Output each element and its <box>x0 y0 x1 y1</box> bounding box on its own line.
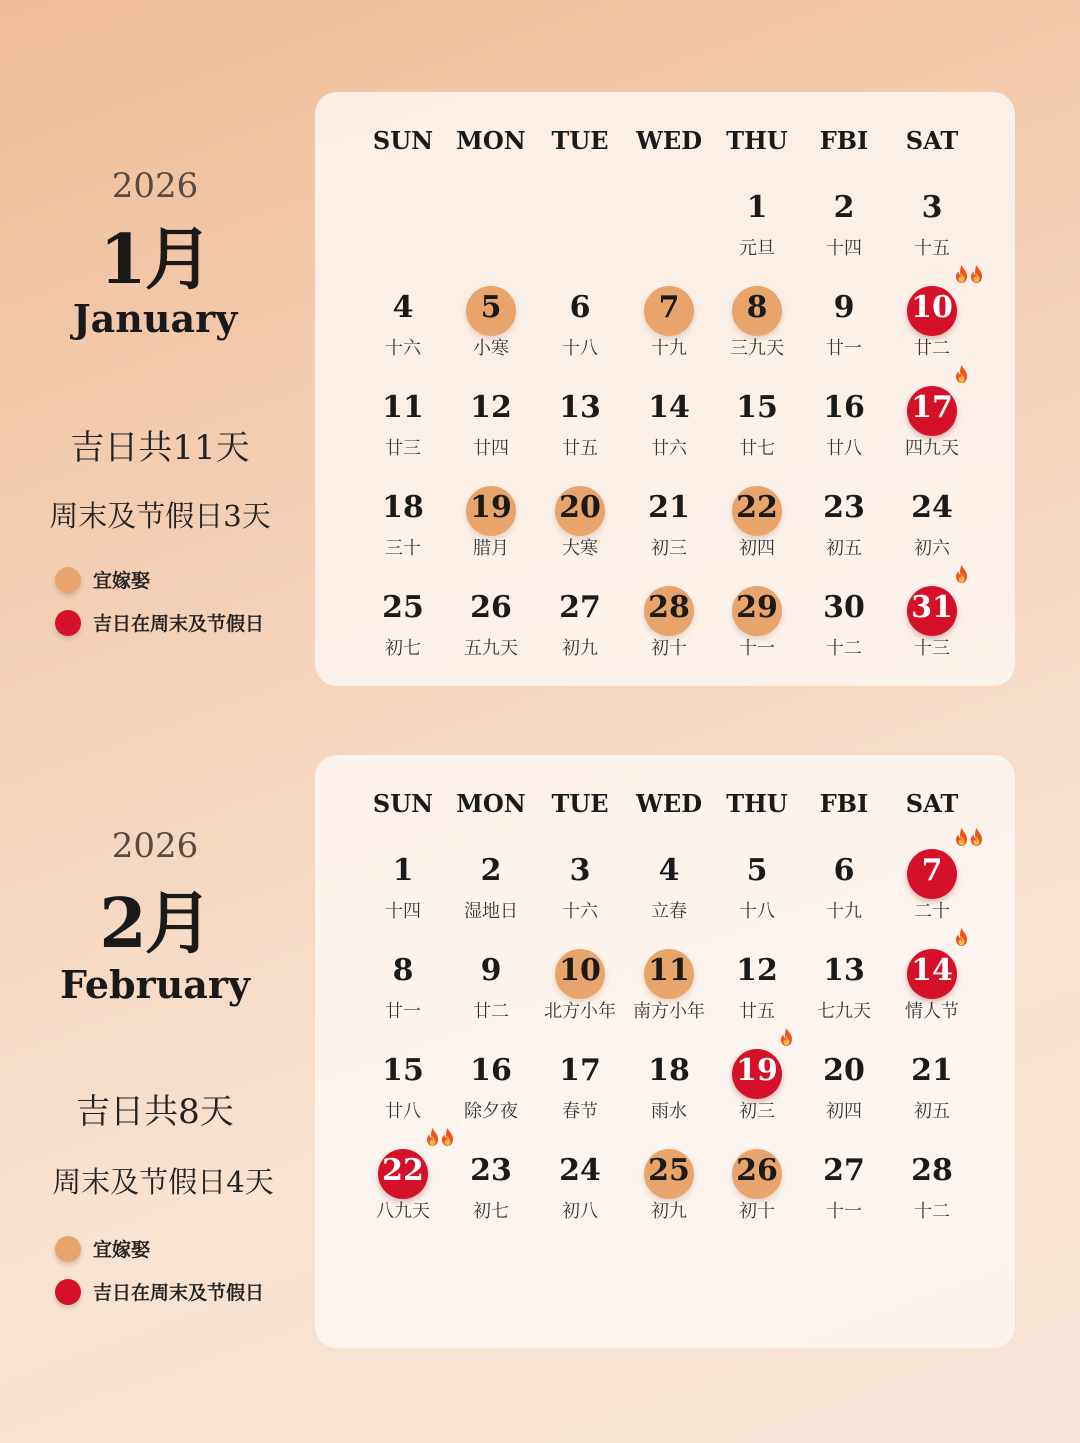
fire-icon <box>954 264 984 284</box>
day-number: 12 <box>470 390 512 425</box>
lunar-date: 南方小年 <box>633 1001 705 1022</box>
day-number: 25 <box>382 590 424 625</box>
legend-red-label: 吉日在周末及节假日 <box>93 613 265 635</box>
lunar-date: 廿二 <box>473 1001 509 1022</box>
lunar-date: 十六 <box>562 901 598 922</box>
day-number: 15 <box>382 1053 424 1088</box>
fire-icon <box>954 927 969 947</box>
lunar-date: 湿地日 <box>464 901 518 922</box>
legend-orange <box>55 1235 150 1262</box>
flame-icon <box>779 1027 794 1047</box>
day-number: 1 <box>746 190 768 225</box>
lunar-date: 十九 <box>826 901 862 922</box>
day-number: 19 <box>470 490 512 525</box>
lunar-date: 廿一 <box>385 1001 421 1022</box>
day-number: 8 <box>392 953 414 988</box>
calendar-day[interactable] <box>872 1049 992 1129</box>
legend-red-label: 吉日在周末及节假日 <box>93 1282 265 1304</box>
lunar-date: 除夕夜 <box>464 1101 518 1122</box>
day-number: 3 <box>921 190 943 225</box>
lunar-date: 十一 <box>739 638 775 659</box>
weekday-header-thu: THU <box>726 789 788 818</box>
month-title-cn: 2月 <box>99 884 211 964</box>
red-dot-icon <box>55 1279 81 1305</box>
weekday-header-fbi: FBI <box>819 126 869 155</box>
day-number: 19 <box>736 1053 778 1088</box>
flame-icon <box>969 264 984 284</box>
fire-icon <box>954 364 969 384</box>
lucky-days-count: 吉日共11天 <box>70 428 250 468</box>
flame-icon <box>954 364 969 384</box>
day-number: 15 <box>736 390 778 425</box>
calendar-day[interactable] <box>872 186 992 266</box>
month-title-en: January <box>72 296 238 341</box>
weekday-header-mon: MON <box>456 126 526 155</box>
lunar-date: 廿八 <box>826 438 862 459</box>
calendar-day[interactable] <box>872 849 992 929</box>
day-number: 24 <box>559 1153 601 1188</box>
lunar-date: 大寒 <box>562 538 598 559</box>
lunar-date: 十八 <box>562 338 598 359</box>
fire-icon <box>954 827 984 847</box>
lunar-date: 立春 <box>651 901 687 922</box>
calendar-day[interactable] <box>872 1149 992 1229</box>
legend-orange-label: 宜嫁娶 <box>93 1239 151 1261</box>
lunar-date: 初八 <box>562 1201 598 1222</box>
lunar-date: 廿五 <box>562 438 598 459</box>
day-number: 26 <box>736 1153 778 1188</box>
day-number: 20 <box>559 490 601 525</box>
flame-icon <box>954 927 969 947</box>
lunar-date: 十四 <box>826 238 862 259</box>
calendar-day[interactable] <box>872 286 992 366</box>
orange-dot-icon <box>55 1236 81 1262</box>
weekday-header-sat: SAT <box>905 789 959 818</box>
flame-icon <box>954 827 969 847</box>
day-number: 17 <box>559 1053 601 1088</box>
day-number: 9 <box>833 290 855 325</box>
weekday-header-sun: SUN <box>372 789 434 818</box>
day-number: 6 <box>833 853 855 888</box>
lunar-date: 廿七 <box>739 438 775 459</box>
day-number: 6 <box>569 290 591 325</box>
day-number: 31 <box>911 590 953 625</box>
lunar-date: 初九 <box>562 638 598 659</box>
year-label: 2026 <box>111 826 199 866</box>
day-number: 4 <box>392 290 414 325</box>
day-number: 7 <box>921 853 943 888</box>
legend-orange <box>55 566 150 593</box>
day-number: 2 <box>833 190 855 225</box>
day-number: 25 <box>648 1153 690 1188</box>
lunar-date: 初六 <box>914 538 950 559</box>
calendar-day[interactable] <box>872 586 992 666</box>
day-number: 2 <box>480 853 502 888</box>
flame-icon <box>425 1127 440 1147</box>
orange-dot-icon <box>55 567 81 593</box>
day-number: 22 <box>382 1153 424 1188</box>
day-number: 21 <box>648 490 690 525</box>
lunar-date: 十二 <box>914 1201 950 1222</box>
lunar-date: 初三 <box>739 1101 775 1122</box>
day-number: 16 <box>823 390 865 425</box>
day-number: 16 <box>470 1053 512 1088</box>
lunar-date: 小寒 <box>473 338 509 359</box>
lunar-date: 初七 <box>473 1201 509 1222</box>
lunar-date: 廿六 <box>651 438 687 459</box>
fire-icon <box>779 1027 794 1047</box>
day-number: 24 <box>911 490 953 525</box>
lunar-date: 十八 <box>739 901 775 922</box>
lunar-date: 初四 <box>739 538 775 559</box>
lunar-date: 雨水 <box>651 1101 687 1122</box>
flame-icon <box>954 264 969 284</box>
day-number: 5 <box>746 853 768 888</box>
day-number: 12 <box>736 953 778 988</box>
lunar-date: 腊月 <box>473 538 509 559</box>
weekday-header-wed: WED <box>635 789 703 818</box>
flame-icon <box>954 564 969 584</box>
lunar-date: 廿四 <box>473 438 509 459</box>
day-number: 1 <box>392 853 414 888</box>
day-number: 22 <box>736 490 778 525</box>
lucky-days-count: 吉日共8天 <box>76 1092 234 1132</box>
lunar-date: 初五 <box>826 538 862 559</box>
weekday-header-sun: SUN <box>372 126 434 155</box>
red-dot-icon <box>55 610 81 636</box>
legend-red <box>55 1278 264 1305</box>
day-number: 3 <box>569 853 591 888</box>
weekday-header-fbi: FBI <box>819 789 869 818</box>
day-number: 18 <box>382 490 424 525</box>
fire-icon <box>425 1127 455 1147</box>
legend-orange-label: 宜嫁娶 <box>93 570 151 592</box>
calendar-day[interactable] <box>872 386 992 466</box>
day-number: 28 <box>911 1153 953 1188</box>
calendar-card-february <box>315 755 1015 1348</box>
lunar-date: 廿一 <box>826 338 862 359</box>
lunar-date: 三九天 <box>730 338 784 359</box>
lunar-date: 廿八 <box>385 1101 421 1122</box>
day-number: 5 <box>480 290 502 325</box>
day-number: 9 <box>480 953 502 988</box>
lunar-date: 初四 <box>826 1101 862 1122</box>
lunar-date: 十二 <box>826 638 862 659</box>
year-label: 2026 <box>111 166 199 206</box>
day-number: 27 <box>823 1153 865 1188</box>
weekday-header-tue: TUE <box>551 789 609 818</box>
day-number: 28 <box>648 590 690 625</box>
lunar-date: 廿三 <box>385 438 421 459</box>
day-number: 7 <box>658 290 680 325</box>
flame-icon <box>969 827 984 847</box>
day-number: 23 <box>470 1153 512 1188</box>
weekday-header-tue: TUE <box>551 126 609 155</box>
day-number: 11 <box>382 390 424 425</box>
lunar-date: 五九天 <box>464 638 518 659</box>
month-title-cn: 1月 <box>99 220 211 300</box>
lunar-date: 廿二 <box>914 338 950 359</box>
lunar-date: 十五 <box>914 238 950 259</box>
day-number: 20 <box>823 1053 865 1088</box>
day-number: 10 <box>559 953 601 988</box>
day-number: 13 <box>559 390 601 425</box>
lunar-date: 四九天 <box>905 438 959 459</box>
lunar-date: 十九 <box>651 338 687 359</box>
lunar-date: 北方小年 <box>544 1001 616 1022</box>
day-number: 27 <box>559 590 601 625</box>
day-number: 30 <box>823 590 865 625</box>
day-number: 14 <box>911 953 953 988</box>
lunar-date: 春节 <box>562 1101 598 1122</box>
day-number: 13 <box>823 953 865 988</box>
lunar-date: 八九天 <box>376 1201 430 1222</box>
day-number: 8 <box>746 290 768 325</box>
lunar-date: 初九 <box>651 1201 687 1222</box>
lunar-date: 元旦 <box>739 238 775 259</box>
lunar-date: 廿五 <box>739 1001 775 1022</box>
lunar-date: 初七 <box>385 638 421 659</box>
lunar-date: 十四 <box>385 901 421 922</box>
lunar-date: 十三 <box>914 638 950 659</box>
weekend-lucky-count: 周末及节假日4天 <box>52 1165 274 1199</box>
lunar-date: 十一 <box>826 1201 862 1222</box>
lunar-date: 初十 <box>739 1201 775 1222</box>
lunar-date: 初三 <box>651 538 687 559</box>
weekend-lucky-count: 周末及节假日3天 <box>49 499 271 533</box>
lunar-date: 二十 <box>914 901 950 922</box>
lunar-date: 十六 <box>385 338 421 359</box>
month-title-en: February <box>59 962 251 1007</box>
day-number: 29 <box>736 590 778 625</box>
calendar-day[interactable] <box>872 486 992 566</box>
day-number: 11 <box>648 953 690 988</box>
legend-red <box>55 609 264 636</box>
calendar-card-january <box>315 92 1015 686</box>
lunar-date: 初十 <box>651 638 687 659</box>
weekday-header-thu: THU <box>726 126 788 155</box>
day-number: 23 <box>823 490 865 525</box>
lunar-date: 情人节 <box>905 1001 959 1022</box>
day-number: 14 <box>648 390 690 425</box>
weekday-header-mon: MON <box>456 789 526 818</box>
day-number: 4 <box>658 853 680 888</box>
lunar-date: 初五 <box>914 1101 950 1122</box>
weekday-header-wed: WED <box>635 126 703 155</box>
lunar-date: 七九天 <box>817 1001 871 1022</box>
weekday-header-sat: SAT <box>905 126 959 155</box>
day-number: 21 <box>911 1053 953 1088</box>
day-number: 26 <box>470 590 512 625</box>
day-number: 18 <box>648 1053 690 1088</box>
calendar-day[interactable] <box>872 949 992 1029</box>
fire-icon <box>954 564 969 584</box>
day-number: 17 <box>911 390 953 425</box>
day-number: 10 <box>911 290 953 325</box>
lunar-date: 三十 <box>385 538 421 559</box>
flame-icon <box>440 1127 455 1147</box>
